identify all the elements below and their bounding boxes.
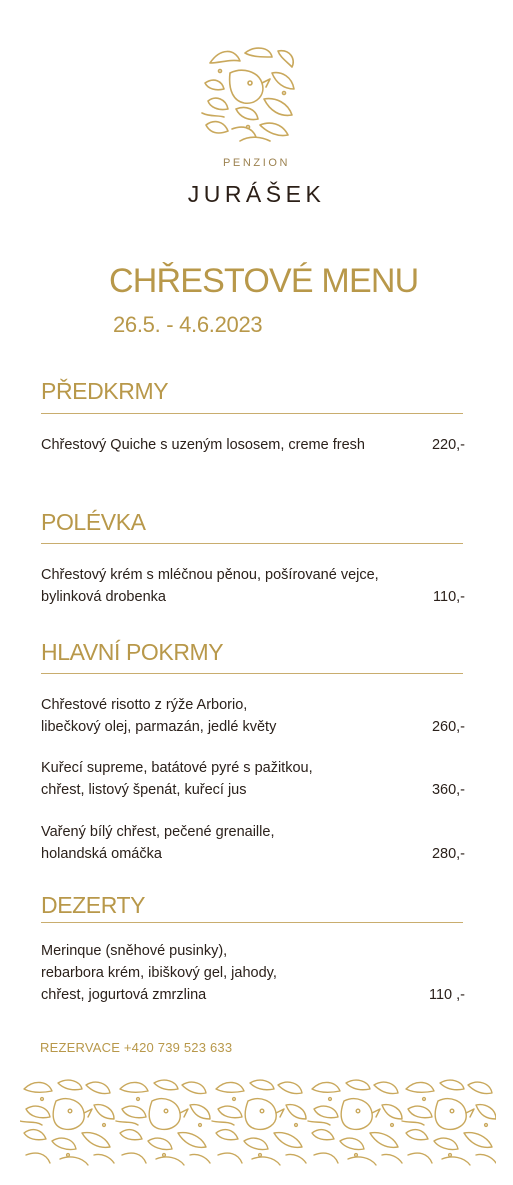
section-title-hlavni-pokrmy: HLAVNÍ POKRMY	[41, 639, 224, 665]
item-line: libečkový olej, parmazán, jedlé květy	[41, 719, 277, 735]
floral-bird-logo-icon	[200, 43, 300, 143]
item-line: Vařený bílý chřest, pečené grenaille,	[41, 824, 275, 840]
item-price: 360,-	[431, 782, 465, 798]
section-title-predkrmy: PŘEDKRMY	[41, 378, 169, 404]
item-line: chřest, listový špenát, kuřecí jus	[41, 782, 247, 798]
item-line: Chřestové risotto z rýže Arborio,	[41, 697, 248, 713]
brand-name: JURÁŠEK	[187, 181, 326, 207]
item-price: 260,-	[431, 719, 465, 735]
section-title-polevka: POLÉVKA	[41, 509, 146, 535]
item-line: Merinque (sněhové pusinky),	[41, 943, 228, 959]
section-divider	[41, 922, 463, 923]
menu-item	[41, 821, 465, 865]
menu-item	[41, 434, 465, 456]
item-price: 110 ,-	[428, 987, 465, 1003]
menu-dates: 26.5. - 4.6.2023	[113, 312, 263, 337]
item-price: 280,-	[431, 846, 465, 862]
reservation-contact: REZERVACE +420 739 523 633	[40, 1040, 233, 1055]
menu-item	[41, 940, 465, 1006]
item-line: rebarbora krém, ibiškový gel, jahody,	[41, 965, 277, 981]
menu-item	[41, 694, 465, 738]
section-divider	[41, 673, 463, 674]
item-line: holandská omáčka	[41, 846, 162, 862]
item-line: Chřestový Quiche s uzeným lososem, creme fresh	[41, 437, 365, 453]
item-line: chřest, jogurtová zmrzlina	[41, 987, 207, 1003]
brand-small-label: PENZION	[222, 157, 291, 169]
section-title-dezerty: DEZERTY	[41, 892, 146, 918]
item-line: bylinková drobenka	[41, 589, 166, 605]
floral-border-ornament	[20, 1075, 496, 1167]
menu-item	[41, 564, 465, 608]
menu-item	[41, 757, 465, 801]
item-price: 110,-	[433, 589, 465, 605]
item-line: Chřestový krém s mléčnou pěnou, pošírované vejce,	[41, 567, 379, 583]
item-price: 220,-	[431, 437, 465, 453]
section-divider	[41, 413, 463, 414]
item-line: Kuřecí supreme, batátové pyré s pažitkou,	[41, 760, 313, 776]
menu-title: CHŘESTOVÉ MENU	[109, 262, 419, 300]
section-divider	[41, 543, 463, 544]
